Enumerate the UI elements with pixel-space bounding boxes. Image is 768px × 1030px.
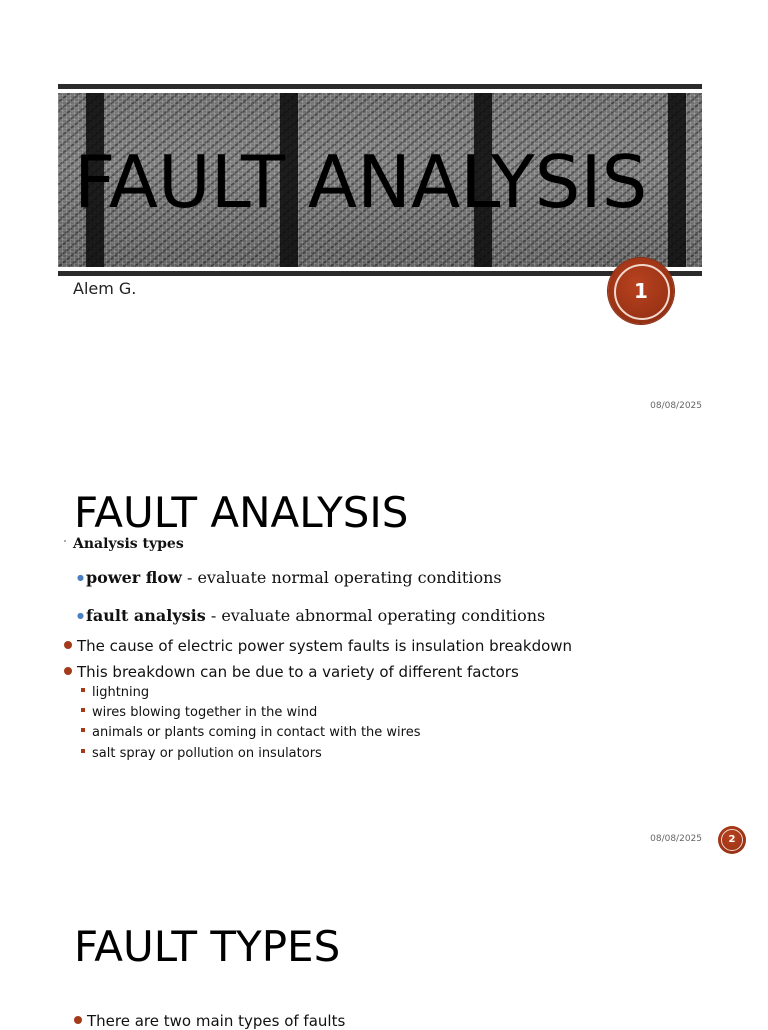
description: - evaluate abnormal operating conditions [205,606,546,625]
bullet-marker [81,708,85,712]
bullet-marker [64,540,66,542]
content-slide-fault-analysis [0,430,768,870]
slide-number-badge [608,258,674,324]
bullet-marker [81,688,85,692]
bullet-text: wires blowing together in the wind [92,705,318,720]
list-item [64,637,572,655]
list-item [81,746,322,761]
bullet-text: The cause of electric power system faults is insulation breakdown [77,637,573,655]
slide-date: 08/08/2025 [650,401,702,411]
slide-title: FAULT TYPES [74,922,341,971]
title-slide [0,0,768,430]
bullet-text: This breakdown can be due to a variety of different factors [77,663,519,681]
list-item [81,725,421,740]
description: - evaluate normal operating conditions [181,568,502,587]
slide-number: 2 [728,834,736,845]
content-slide-fault-types [0,870,768,1030]
bullet-marker [64,667,72,675]
list-item [77,568,502,587]
author-subtitle: Alem G. [73,279,137,298]
bullet-text: lightning [92,685,150,700]
bullet-text: animals or plants coming in contact with the wires [92,725,421,740]
slide-title: FAULT ANALYSIS [74,140,648,224]
bullet-marker [81,749,85,753]
bullet-marker: ● [77,611,84,620]
banner-top-rule [58,84,702,89]
bullet-marker [81,728,85,732]
term: power flow [85,568,182,587]
banner-bottom-rule [58,271,702,276]
slide-number-badge [718,826,746,854]
bullet-marker [64,641,72,649]
slide-number: 1 [634,279,648,303]
list-item [74,1012,345,1030]
bullet-text: There are two main types of faults [87,1012,346,1030]
list-item [64,663,519,681]
bullet-marker [74,1016,82,1024]
slide-date: 08/08/2025 [650,834,702,844]
list-item [81,705,317,720]
list-item [81,685,149,700]
slide-title: FAULT ANALYSIS [74,488,409,537]
list-item [77,606,545,625]
term: fault analysis [85,606,206,625]
bullet-text: salt spray or pollution on insulators [92,746,322,761]
bullet-marker: ● [77,573,84,582]
section-heading: Analysis types [73,536,184,552]
